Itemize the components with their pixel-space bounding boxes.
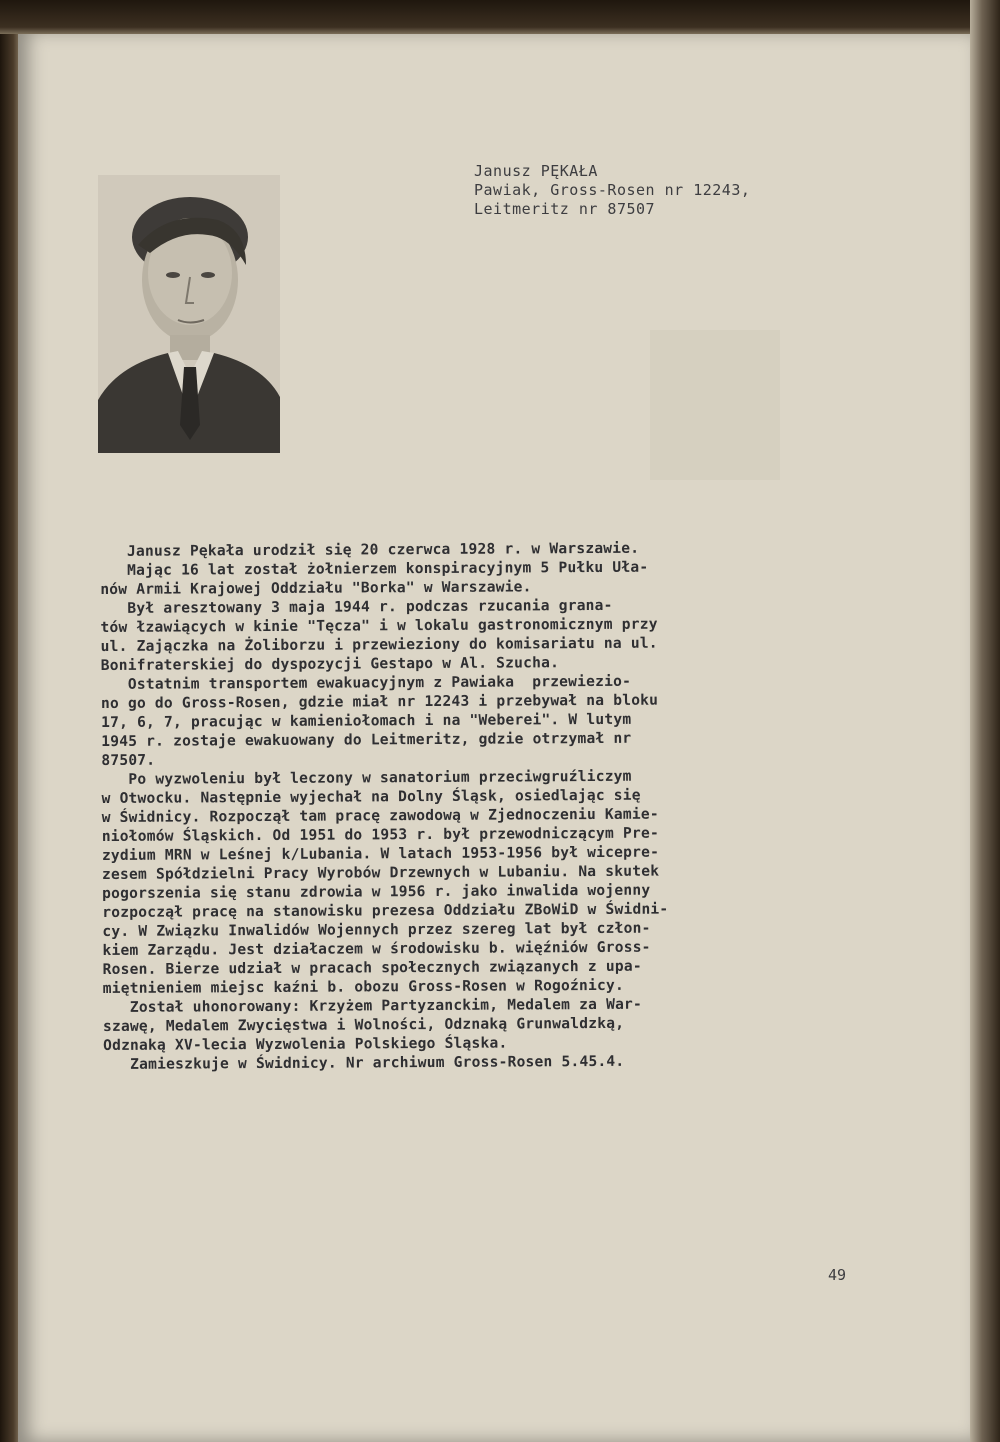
text-line: Rosen. Bierze udział w pracach społecznych związanych z upa-: [102, 957, 642, 978]
text-line: 87507.: [101, 751, 156, 769]
text-line: 1945 r. zostaje ewakuowany do Leitmeritz, gdzie otrzymał nr: [101, 729, 632, 750]
text-line: cy. W Związku Inwalidów Wojennych przez szereg lat był człon-: [102, 919, 651, 940]
text-line: Zamieszkuje w Świdnicy. Nr archiwum Gross-Rosen 5.45.4.: [103, 1052, 625, 1073]
portrait-image: [98, 175, 280, 453]
text-line: niołomów Śląskich. Od 1951 do 1953 r. był przewodniczącym Pre-: [101, 824, 659, 845]
page-top-edge: [0, 0, 1000, 34]
text-line: tów łzawiących w kinie "Tęcza" i w lokalu gastronomicznym przy: [100, 615, 658, 636]
text-line: nów Armii Krajowej Oddziału "Borka" w Warszawie.: [100, 578, 532, 598]
text-line: kiem Zarządu. Jest działaczem w środowisku b. więźniów Gross-: [102, 938, 651, 959]
camp-numbers-line-2: Leitmeritz nr 87507: [474, 200, 656, 218]
text-line: w Otwocku. Następnie wyjechał na Dolny Śląsk, osiedlając się: [101, 786, 641, 807]
page-right-edge: [970, 0, 1000, 1442]
text-line: ul. Zajączka na Żoliborzu i przewieziony do komisariatu na ul.: [100, 634, 658, 655]
text-line: zydium MRN w Leśnej k/Lubania. W latach 1953-1956 był wicepre-: [101, 843, 660, 864]
text-line: no go do Gross-Rosen, gdzie miał nr 12243 i przebywał na bloku: [100, 691, 659, 712]
page-number: 49: [828, 1266, 847, 1284]
text-line: zesem Spółdzielni Pracy Wyrobów Drzewnych w Lubaniu. Na skutek: [101, 862, 660, 883]
person-header: [474, 162, 750, 219]
text-line: rozpoczął pracę na stanowisku prezesa Oddziału ZBoWiD w Świdni-: [102, 900, 669, 921]
camp-numbers-line: Pawiak, Gross-Rosen nr 12243,: [474, 181, 751, 199]
person-name: Janusz PĘKAŁA: [474, 162, 598, 180]
biography-text: [100, 537, 863, 1074]
text-line: Ostatnim transportem ewakuacyjnym z Pawiaka przewiezio-: [100, 672, 632, 693]
text-line: 17, 6, 7, pracując w kamieniołomach i na "Weberei". W lutym: [101, 710, 632, 731]
text-line: Po wyzwoleniu był leczony w sanatorium przeciwgruźliczym: [101, 767, 632, 788]
paper-stain: [650, 330, 780, 480]
text-line: Mając 16 lat został żołnierzem konspiracyjnym 5 Pułku Uła-: [100, 558, 649, 579]
text-line: szawę, Medalem Zwycięstwa i Wolności, Odznaką Grunwaldzką,: [102, 1014, 625, 1035]
text-line: Janusz Pękała urodził się 20 czerwca 1928 r. w Warszawie.: [100, 539, 640, 560]
text-line: Odznaką XV-lecia Wyzwolenia Polskiego Śląska.: [103, 1034, 508, 1054]
text-line: Został uhonorowany: Krzyżem Partyzanckim, Medalem za War-: [102, 995, 643, 1016]
text-line: Bonifraterskiej do dyspozycji Gestapo w Al. Szucha.: [100, 654, 560, 674]
text-line: w Świdnicy. Rozpoczął tam pracę zawodową w Zjednoczeniu Kamie-: [101, 805, 659, 826]
text-line: miętnieniem miejsc kaźni b. obozu Gross-Rosen w Rogoźnicy.: [102, 976, 624, 997]
portrait-photo: [98, 175, 280, 453]
text-line: pogorszenia się stanu zdrowia w 1956 r. jako inwalida wojenny: [102, 881, 651, 902]
text-line: Był aresztowany 3 maja 1944 r. podczas rzucania grana-: [100, 596, 613, 617]
